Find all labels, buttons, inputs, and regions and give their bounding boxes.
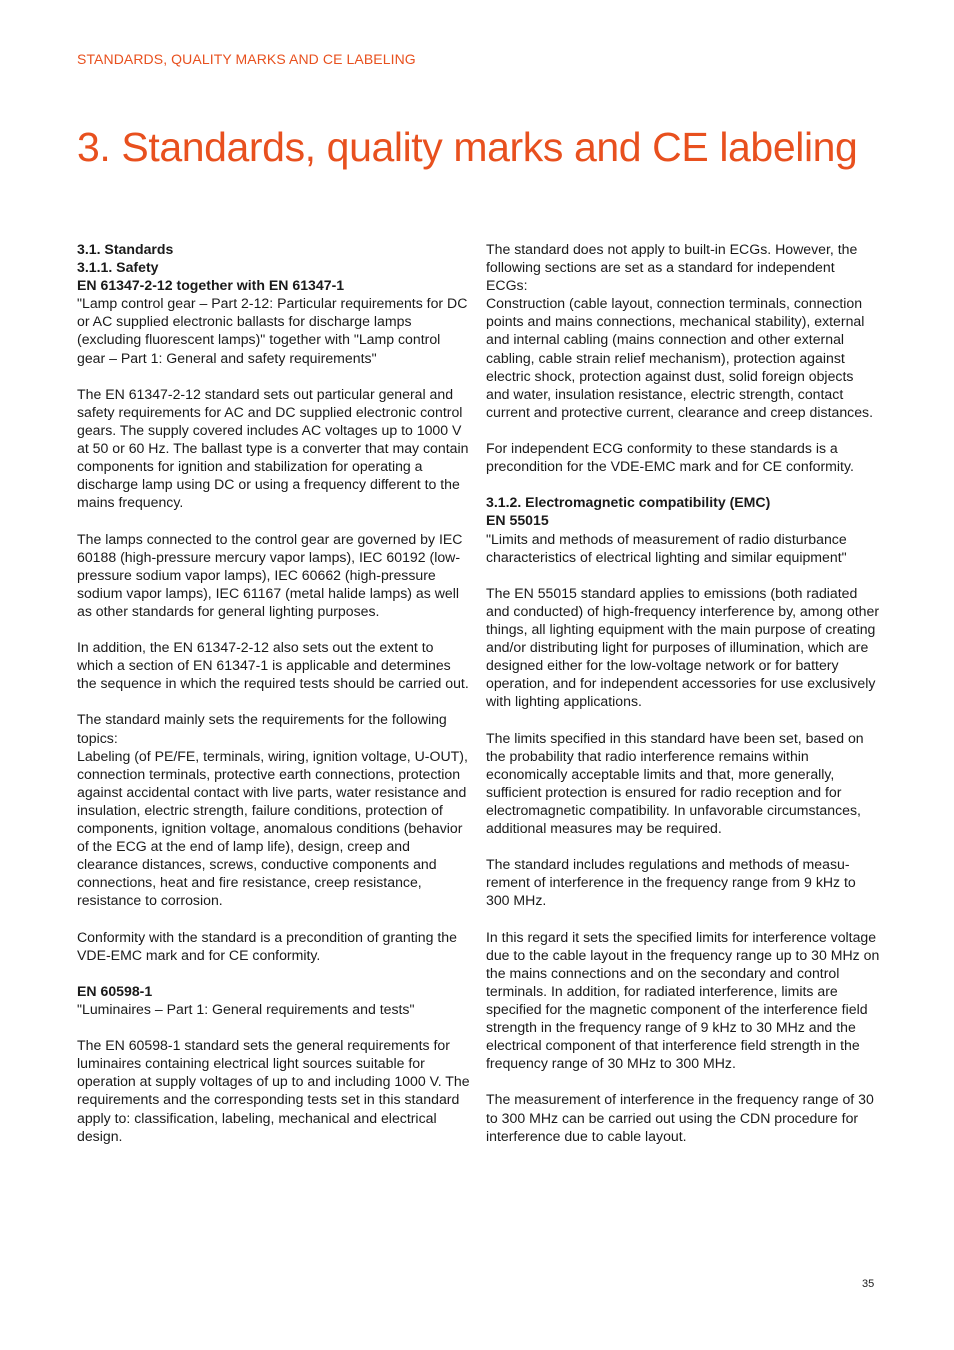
standard-heading-en60598: EN 60598-1 (77, 982, 153, 999)
paragraph: In this regard it sets the specified limits for interference voltage due to the cable layout in the frequency range up to 30 MHz on the mains connections and on the secondary and control terminals. In addition, for radiated interference, limits are specified for the magnetic component of the interference field strength in the frequency range of 9 kHz to 30 MHz and the electrical component of that interference field strength in the frequency range of 30 MHz to 300 MHz. (486, 928, 880, 1072)
paragraph: Labeling (of PE/FE, terminals, wiring, ignition voltage, U-OUT), connection terminals, protective earth connections, protection against accidental contact with live parts, water resistance and insulation, electric strength, failure conditions, protection of components, ignition voltage, anomalous conditions (behavior of the ECG at the end of lamp life), design, creep and clearance distances, screws, conductive components and connections, heat and fire resistance, creep resistance, resistance to corrosion. (77, 747, 468, 909)
standard-heading-en61347: EN 61347-2-12 together with EN 61347-1 (77, 277, 345, 294)
running-header: STANDARDS, QUALITY MARKS AND CE LABELING (77, 51, 416, 67)
paragraph: Conformity with the standard is a precondition of granting the VDE-EMC mark and for CE conformity. (77, 928, 457, 963)
page-title: 3. Standards, quality marks and CE labeling (77, 124, 858, 170)
paragraph: The EN 61347-2-12 standard sets out particular general and safety requirements for AC and DC supplied electronic control gears. The supply covered includes AC voltages up to 1000 V at 50 or 60 Hz. The ballast type is a converter that may contain components for ignition and stabilization for operating a discharge lamp using DC or using a frequency different to the mains frequency. (77, 385, 469, 511)
section-heading-standards: 3.1. Standards (77, 241, 174, 257)
paragraph: "Limits and methods of measurement of radio disturbance characteristics of electrical lighting and similar equipment" (486, 530, 847, 565)
paragraph: The EN 55015 standard applies to emissions (both radiated and conducted) of high-frequency interference by, among other things, all lighting equipment with the main purpose of creating and/or distributing light for purposes of illumination, which are designed either for the low-voltage network or for battery operation, and for independent accessories for use exclusively with lighting applications. (486, 584, 880, 710)
paragraph: The standard does not apply to built-in ECGs. However, the following sections are set as a standard for independent ECGs: (486, 241, 858, 294)
left-column (77, 240, 471, 1163)
subsection-heading-emc: 3.1.2. Electromagnetic compatibility (EMC) (486, 494, 771, 511)
page-number: 35 (862, 1278, 875, 1290)
standard-heading-en55015: EN 55015 (486, 512, 549, 529)
paragraph: The lamps connected to the control gear are governed by IEC 60188 (high-pressure mercury vapor lamps), IEC 60192 (low-pressure sodium vapor lamps), IEC 60662 (high-pressure sodium vapor lamps), IEC 61167 (metal halide lamps) as well as other standards for general lighting purposes. (77, 530, 463, 619)
paragraph: The EN 60598-1 standard sets the general requirements for luminaires containing electrical light sources suitable for operation at supply voltages of up to and including 1000 V. The requirements and the corresponding tests set in this standard apply to: classification, labeling, mechanical and electrical design. (77, 1037, 470, 1144)
paragraph: The measurement of interference in the frequency range of 30 to 300 MHz can be carried out using the CDN procedure for interference due to cable layout. (486, 1091, 874, 1144)
right-column (486, 240, 880, 1163)
paragraph: "Luminaires – Part 1: General requirements and tests" (77, 1000, 415, 1017)
paragraph: Construction (cable layout, connection terminals, connection points and mains connections, mechanical stability), external and internal cabling (mains connection and other external cabling, cable strain relief mechanism), protection against electric shock, protection against dust, solid foreign objects and water, insulation resistance, electric strength, contact current and protective current, clearance and creep distances. (486, 295, 874, 420)
paragraph: The limits specified in this standard have been set, based on the probability that radio interference remains within economically acceptable limits and that, more generally, sufficient protection is ensured for radio reception and for electromagnetic compatibility. In unfavorable circumstances, additional measures may be required. (486, 729, 864, 836)
paragraph: "Lamp control gear – Part 2-12: Particular requirements for DC or AC supplied electronic ballasts for discharge lamps (excluding fluorescent lamps)" together with "Lamp control gear – Part 1: General and safety requirements" (77, 295, 468, 366)
paragraph: For independent ECG conformity to these standards is a precondition for the VDE-EMC mark and for CE conformity. (486, 440, 854, 475)
paragraph: In addition, the EN 61347-2-12 also sets out the extent to which a section of EN 61347-1 is applicable and determines the sequence in which the required tests should be carried out. (77, 639, 469, 692)
paragraph: The standard mainly sets the requirements for the following topics: (77, 711, 447, 746)
paragraph: The standard includes regulations and methods of measurement of interference in the frequency range from 9 kHz to 300 MHz. (486, 856, 856, 909)
subsection-heading-safety: 3.1.1. Safety (77, 259, 159, 276)
